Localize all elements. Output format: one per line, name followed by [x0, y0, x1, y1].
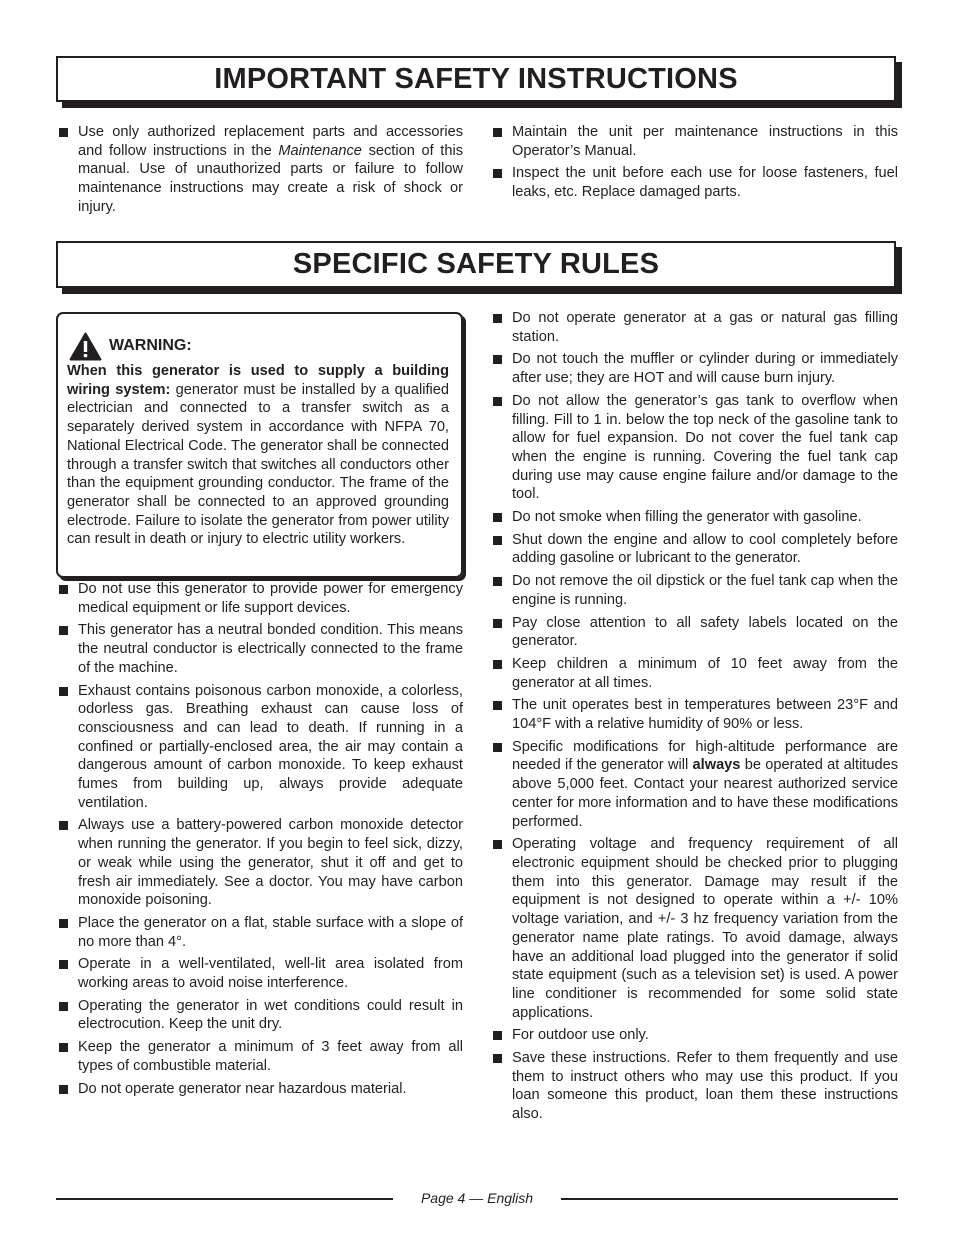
list-item: Do not touch the muffler or cylinder during or immediately after use; they are HOT and will cause burn injury.: [491, 350, 898, 387]
warning-text: When this generator is used to supply a building wiring system: generator must be installed by a qualified electrician and connected to a transfer switch as a separately derived system in accordance with NFPA 70, National Electrical Code. The generator shall be connected through a transfer switch that switches all conductors other than the equipment grounding conductor. The frame of the generator shall be connected to an approved grounding electrode. Failure to isolate the generator from power utility can result in death or injury to electric utility workers.: [67, 363, 450, 548]
bullet-square-icon: [59, 585, 68, 594]
bullet-square-icon: [59, 128, 68, 137]
important-left-column: [57, 123, 463, 221]
list-item: Do not allow the generator’s gas tank to overflow when filling. Fill to 1 in. below the top neck of the gasoline tank to allow for fuel expansion. Do not cover the fuel tank cap when the engine is running. Covering the fuel tank cap during use may cause engine failure and/or damage to the tool.: [491, 392, 898, 504]
bullet-square-icon: [493, 577, 502, 586]
right-rules-list: [491, 309, 898, 1124]
list-item: Do not remove the oil dipstick or the fuel tank cap when the engine is running.: [491, 572, 898, 609]
list-item: Operating voltage and frequency requirement of all electronic equipment should be checked prior to plugging them into this generator. Damage may result if the equipment is not designed to operate within a +/- 10% voltage variation, and +/- 3 hz frequency variation from the generator name plate ratings. To avoid damage, always have an additional load plugged into the generator if solid state equipment (such as a television set) is used. A power line conditioner is recommended for some solid state applications.: [491, 835, 898, 1022]
page-footer: [56, 1188, 898, 1208]
bullet-square-icon: [493, 128, 502, 137]
specific-right-column: [491, 309, 898, 1128]
list-item: Inspect the unit before each use for loose fasteners, fuel leaks, etc. Replace damaged parts.: [491, 164, 898, 201]
bullet-square-icon: [493, 1054, 502, 1063]
bullet-square-icon: [59, 821, 68, 830]
list-item: This generator has a neutral bonded condition. This means the neutral conductor is electrically connected to the frame of the machine.: [57, 621, 463, 677]
left-rules-list: [57, 580, 463, 1098]
list-item: The unit operates best in temperatures between 23°F and 104°F with a relative humidity of 90% or less.: [491, 696, 898, 733]
list-item: Operating the generator in wet conditions could result in electrocution. Keep the unit dry.: [57, 997, 463, 1034]
list-item: Operate in a well-ventilated, well-lit area isolated from working areas to avoid noise interference.: [57, 955, 463, 992]
bullet-square-icon: [493, 743, 502, 752]
footer-rule-left: [56, 1198, 393, 1200]
bullet-square-icon: [493, 660, 502, 669]
bullet-square-icon: [59, 919, 68, 928]
footer-rule-right: [561, 1198, 898, 1200]
bullet-square-icon: [59, 687, 68, 696]
bullet-square-icon: [493, 314, 502, 323]
list-item: Pay close attention to all safety labels located on the generator.: [491, 614, 898, 651]
bullet-square-icon: [59, 1085, 68, 1094]
bullet-square-icon: [59, 960, 68, 969]
list-item: Use only authorized replacement parts and accessories and follow instructions in the Maintenance section of this manual. Use of unauthorized parts or failure to follow maintenance instructions may create a risk of shock or injury.: [57, 123, 463, 217]
important-safety-banner: [56, 56, 896, 102]
list-item: Do not operate generator at a gas or natural gas filling station.: [491, 309, 898, 346]
warning-box: [56, 312, 463, 578]
list-item: For outdoor use only.: [491, 1026, 898, 1045]
warning-header: [69, 332, 449, 361]
list-item: Do not operate generator near hazardous material.: [57, 1080, 463, 1099]
list-item: Keep children a minimum of 10 feet away from the generator at all times.: [491, 655, 898, 692]
important-safety-heading: IMPORTANT SAFETY INSTRUCTIONS: [214, 63, 738, 95]
bullet-square-icon: [59, 1002, 68, 1011]
list-item: Do not use this generator to provide power for emergency medical equipment or life support devices.: [57, 580, 463, 617]
list-item: Keep the generator a minimum of 3 feet away from all types of combustible material.: [57, 1038, 463, 1075]
warning-triangle-icon: [69, 332, 102, 361]
important-right-column: [491, 123, 898, 206]
list-item: Shut down the engine and allow to cool completely before adding gasoline or lubricant to the generator.: [491, 531, 898, 568]
bullet-square-icon: [493, 701, 502, 710]
bullet-square-icon: [493, 536, 502, 545]
list-item: Maintain the unit per maintenance instructions in this Operator’s Manual.: [491, 123, 898, 160]
list-item: Specific modifications for high-altitude performance are needed if the generator will always be operated at altitudes above 5,000 feet. Contact your nearest authorized service center for more information and to have these modifications performed.: [491, 738, 898, 832]
bullet-square-icon: [493, 840, 502, 849]
bullet-square-icon: [493, 619, 502, 628]
bullet-square-icon: [59, 626, 68, 635]
bullet-square-icon: [493, 513, 502, 522]
list-item: Place the generator on a flat, stable surface with a slope of no more than 4°.: [57, 914, 463, 951]
list-item: Always use a battery-powered carbon monoxide detector when running the generator. If you begin to feel sick, dizzy, or weak while using the generator, shut it off and get to fresh air immediately. See a doctor. You may have carbon monoxide poisoning.: [57, 816, 463, 910]
bullet-square-icon: [59, 1043, 68, 1052]
list-item: Do not smoke when filling the generator with gasoline.: [491, 508, 898, 527]
bullet-square-icon: [493, 397, 502, 406]
footer-page-label: Page 4 — English: [420, 1190, 534, 1206]
specific-safety-heading: SPECIFIC SAFETY RULES: [292, 248, 660, 280]
specific-left-column: [57, 580, 463, 1102]
list-item: Save these instructions. Refer to them frequently and use them to instruct others who may use this product. If you loan someone this product, loan them these instructions also.: [491, 1049, 898, 1124]
bullet-square-icon: [493, 355, 502, 364]
bullet-square-icon: [493, 1031, 502, 1040]
specific-safety-banner: [56, 241, 896, 288]
bullet-square-icon: [493, 169, 502, 178]
list-item: Exhaust contains poisonous carbon monoxide, a colorless, odorless gas. Breathing exhaust can cause loss of consciousness and can lead to death. If running in a confined or partially-enclosed area, the air may contain a dangerous amount of carbon monoxide. To keep exhaust fumes from building up, always provide adequate ventilation.: [57, 682, 463, 813]
warning-title: WARNING:: [109, 337, 192, 355]
